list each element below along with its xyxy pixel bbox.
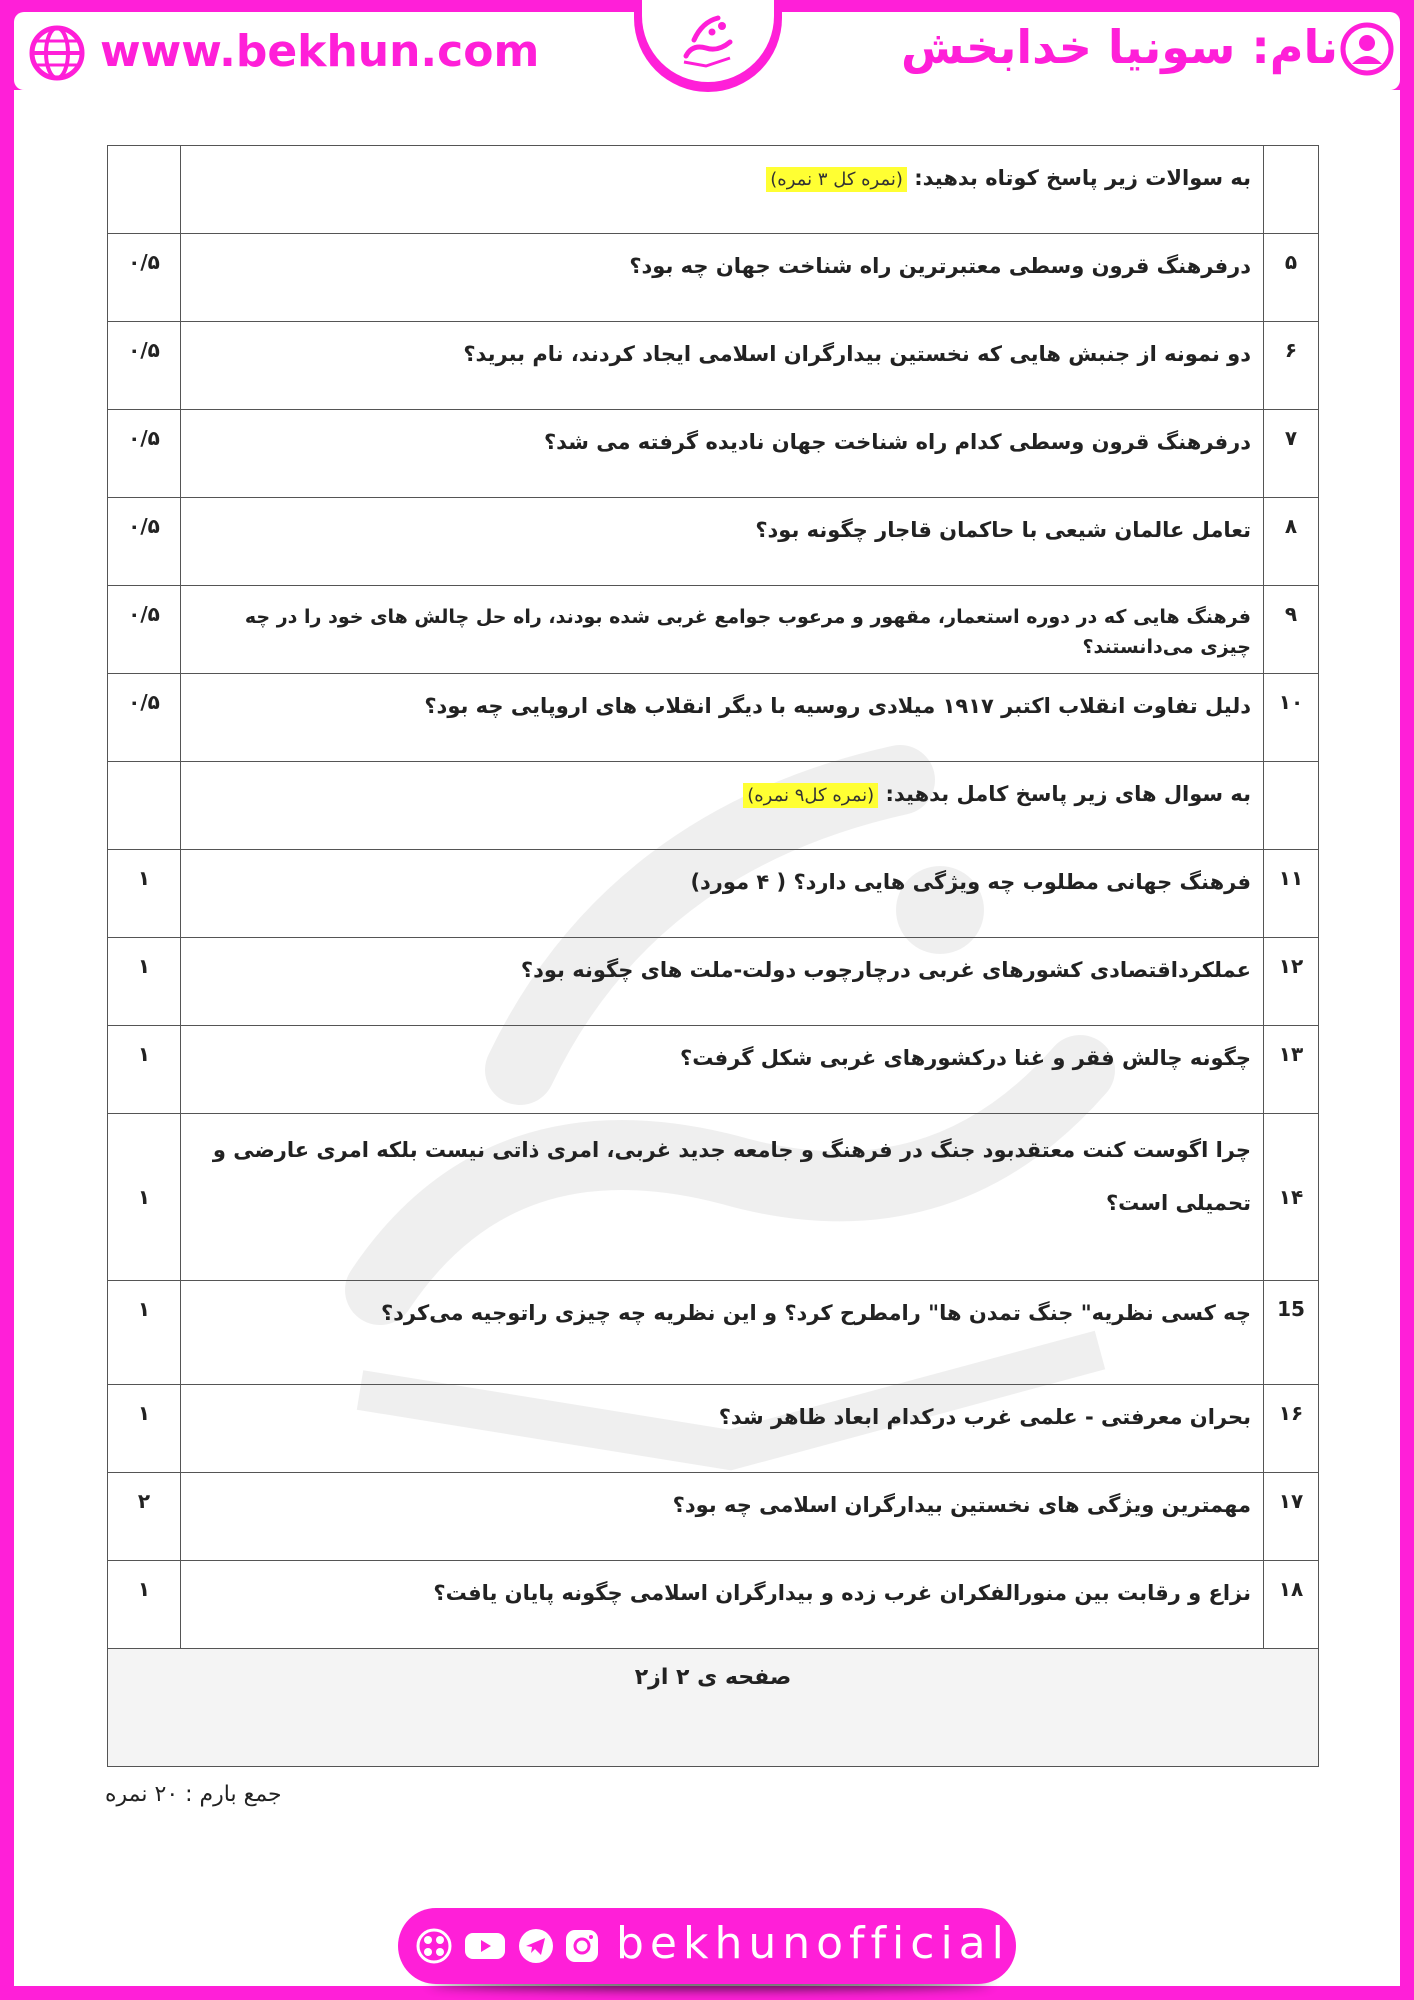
question-score: ۰/۵ (108, 410, 181, 498)
section-score-note: (نمره کل ۳ نمره) (766, 167, 907, 192)
question-score: ۰/۵ (108, 586, 181, 674)
question-text: درفرهنگ قرون وسطی معتبرترین راه شناخت جهان چه بود؟ (181, 234, 1264, 322)
question-number: ۵ (1264, 234, 1319, 322)
question-row (108, 586, 1319, 674)
section-title: به سوالات زیر پاسخ کوتاه بدهید: (914, 166, 1251, 190)
total-score: جمع بارم : ۲۰ نمره (105, 1782, 282, 1807)
question-score: ۰/۵ (108, 234, 181, 322)
question-number: 15 (1264, 1281, 1319, 1385)
question-number: ۸ (1264, 498, 1319, 586)
page-footer-row (108, 1649, 1319, 1767)
section-title-cell (181, 762, 1264, 850)
question-number-cell (1264, 762, 1319, 850)
question-number: ۱۰ (1264, 674, 1319, 762)
question-score: ۰/۵ (108, 322, 181, 410)
question-text: فرهنگ هایی که در دوره استعمار، مقهور و مرعوب جوامع غربی شده بودند، راه حل چالش های خود را در چه چیزی می‌دانستند؟ (181, 586, 1264, 674)
question-row (108, 498, 1319, 586)
question-text: فرهنگ جهانی مطلوب چه ویژگی هایی دارد؟ ( ۴ مورد) (181, 850, 1264, 938)
question-number: ۱۳ (1264, 1026, 1319, 1114)
question-score: ۱ (108, 1114, 181, 1281)
bekhun-logo-icon (672, 4, 744, 76)
question-row (108, 410, 1319, 498)
question-score: ۱ (108, 1281, 181, 1385)
question-text: بحران معرفتی - علمی غرب درکدام ابعاد ظاهر شد؟ (181, 1385, 1264, 1473)
score-cell (108, 146, 181, 234)
question-score: ۱ (108, 938, 181, 1026)
question-text: چه کسی نظریه" جنگ تمدن ها" رامطرح کرد؟ و این نظریه چه چیزی راتوجیه می‌کرد؟ (181, 1281, 1264, 1385)
question-text: مهمترین ویژگی های نخستین بیدارگران اسلامی چه بود؟ (181, 1473, 1264, 1561)
question-text: درفرهنگ قرون وسطی کدام راه شناخت جهان نادیده گرفته می شد؟ (181, 410, 1264, 498)
question-number: ۹ (1264, 586, 1319, 674)
question-number: ۱۸ (1264, 1561, 1319, 1649)
telegram-icon[interactable] (518, 1928, 554, 1964)
section-title-cell (181, 146, 1264, 234)
question-number-cell (1264, 146, 1319, 234)
section-score-note: (نمره کل۹ نمره) (743, 783, 878, 808)
question-row (108, 1473, 1319, 1561)
social-bar (398, 1908, 1016, 1984)
question-score: ۱ (108, 1385, 181, 1473)
question-row (108, 1385, 1319, 1473)
question-number: ۱۱ (1264, 850, 1319, 938)
question-score: ۰/۵ (108, 674, 181, 762)
question-text: تعامل عالمان شیعی با حاکمان قاجار چگونه بود؟ (181, 498, 1264, 586)
question-score: ۱ (108, 1561, 181, 1649)
question-score: ۱ (108, 1026, 181, 1114)
globe-icon (28, 24, 86, 82)
question-text: نزاع و رقابت بین منورالفکران غرب زده و بیدارگران اسلامی چگونه پایان یافت؟ (181, 1561, 1264, 1649)
section-title: به سوال های زیر پاسخ کامل بدهید: (885, 782, 1251, 806)
question-score: ۲ (108, 1473, 181, 1561)
question-number: ۶ (1264, 322, 1319, 410)
question-score: ۰/۵ (108, 498, 181, 586)
question-row (108, 1561, 1319, 1649)
question-row (108, 1026, 1319, 1114)
question-text: عملکرداقتصادی کشورهای غربی درچارچوب دولت-ملت های چگونه بود؟ (181, 938, 1264, 1026)
question-text: چگونه چالش فقر و غنا درکشورهای غربی شکل گرفت؟ (181, 1026, 1264, 1114)
score-cell (108, 762, 181, 850)
section-header-row (108, 146, 1319, 234)
aparat-icon[interactable] (416, 1928, 452, 1964)
question-row (108, 234, 1319, 322)
question-row (108, 938, 1319, 1026)
instagram-icon[interactable] (564, 1928, 600, 1964)
student-name: نام: سونیا خدابخش (900, 20, 1338, 74)
question-text: دلیل تفاوت انقلاب اکتبر ۱۹۱۷ میلادی روسیه با دیگر انقلاب های اروپایی چه بود؟ (181, 674, 1264, 762)
question-number: ۱۲ (1264, 938, 1319, 1026)
youtube-icon[interactable] (464, 1928, 506, 1964)
section-header-row (108, 762, 1319, 850)
question-number: ۱۶ (1264, 1385, 1319, 1473)
question-number: ۷ (1264, 410, 1319, 498)
question-score: ۱ (108, 850, 181, 938)
question-row (108, 1281, 1319, 1385)
social-handle[interactable]: bekhunofficial (616, 1918, 1010, 1969)
question-number: ۱۴ (1264, 1114, 1319, 1281)
question-number: ۱۷ (1264, 1473, 1319, 1561)
question-row (108, 674, 1319, 762)
site-url-link[interactable]: www.bekhun.com (100, 26, 540, 77)
question-row (108, 850, 1319, 938)
question-text: دو نمونه از جنبش هایی که نخستین بیدارگران اسلامی ایجاد کردند، نام ببرید؟ (181, 322, 1264, 410)
page-number: صفحه ی ۲ از۲ (108, 1649, 1319, 1767)
user-icon (1340, 22, 1394, 76)
question-row (108, 1114, 1319, 1281)
question-text: چرا اگوست کنت معتقدبود جنگ در فرهنگ و جامعه جدید غربی، امری ذاتی نیست بلکه امری عارضی و تحمیلی است؟ (181, 1114, 1264, 1281)
question-row (108, 322, 1319, 410)
exam-table (107, 145, 1319, 1767)
